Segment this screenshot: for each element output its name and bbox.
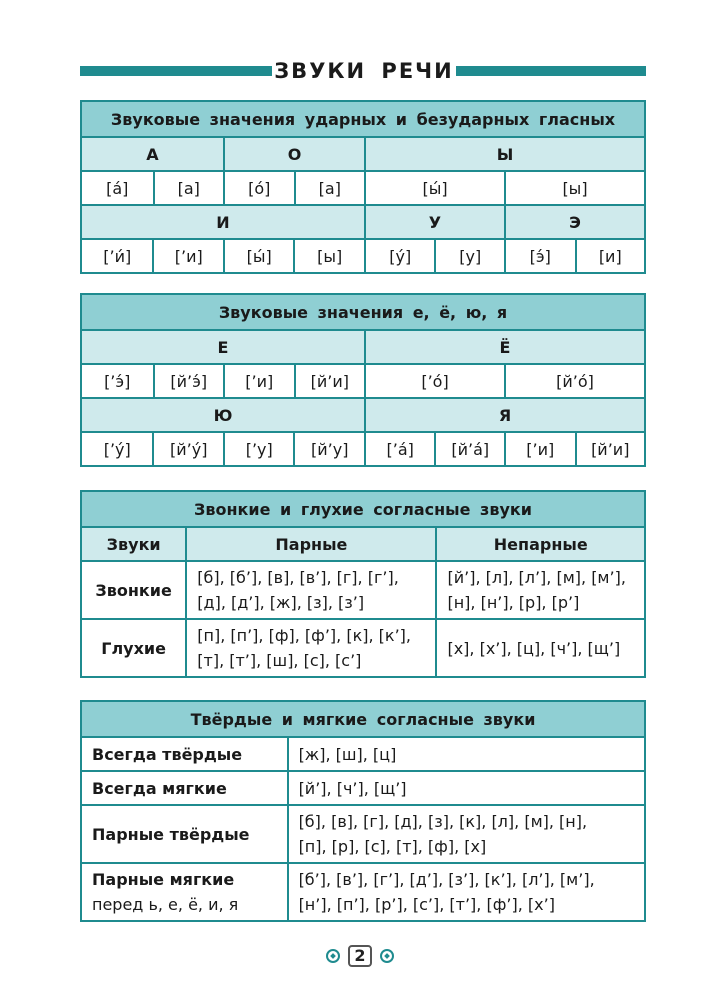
column-header: Парные [185, 528, 435, 560]
paired-sounds-cell [185, 562, 435, 618]
page-title-row [80, 54, 646, 88]
row-label: Глухие [101, 638, 166, 658]
sounds-line: [н], [н’], [р], [р’] [447, 593, 580, 612]
letter-cell: Ю [213, 405, 233, 425]
sound-cell: [ы] [504, 172, 644, 204]
row-label-line: Парные мягкие [92, 870, 235, 889]
sound-cell: [’а́] [364, 433, 435, 465]
letter-cell: Ы [364, 138, 644, 170]
sound-cell: [’э́] [104, 371, 131, 391]
sound-cell: [ы́] [364, 172, 504, 204]
page-number: 2 [348, 945, 372, 967]
column-header: Непарные [435, 528, 644, 560]
sounds-cell [287, 864, 644, 920]
sounds-line: [н’], [п’], [р’], [с’], [т’], [ф’], [х’] [298, 895, 555, 914]
table-header: Твёрдые и мягкие согласные звуки [190, 709, 536, 729]
page-title: ЗВУКИ РЕЧИ [274, 59, 454, 83]
sound-cell: [’у́] [103, 439, 131, 459]
sounds-line: [п], [п’], [ф], [ф’], [к], [к’], [197, 626, 411, 645]
sound-cell: [о́] [223, 172, 294, 204]
sound-cell: [а] [153, 172, 224, 204]
sounds-line: [т], [т’], [ш], [с], [с’] [197, 651, 362, 670]
sound-cell: [ы́] [223, 240, 294, 272]
column-header: Звуки [106, 534, 161, 554]
page-number-area [0, 944, 720, 968]
table-header: Звуковые значения е, ё, ю, я [218, 302, 508, 322]
row-label: Звонкие [95, 580, 172, 600]
vowels-stressed-table [80, 100, 646, 274]
sound-cell: [ы] [293, 240, 364, 272]
sounds-cell: [ж], [ш], [ц] [287, 738, 644, 770]
sounds-cell: [й’], [ч’], [щ’] [287, 772, 644, 804]
sounds-line: [б], [б’], [в], [в’], [г], [г’], [197, 568, 399, 587]
row-label: Всегда мягкие [92, 778, 227, 798]
sound-cell: [’и] [223, 365, 294, 397]
row-label: Всегда твёрдые [92, 744, 243, 764]
paired-sounds-cell [185, 620, 435, 676]
row-label [82, 864, 287, 920]
sound-cell: [й’а́] [434, 433, 504, 465]
sound-cell: [й’о́] [504, 365, 644, 397]
row-label: Парные твёрдые [92, 824, 250, 844]
sound-cell: [й’э́] [153, 365, 224, 397]
sounds-line: [й’], [л], [л’], [м], [м’], [447, 568, 626, 587]
sound-cell: [у] [434, 240, 504, 272]
table-header: Звуковые значения ударных и безударных гласных [110, 109, 616, 129]
sound-cell: [й’у́] [152, 433, 223, 465]
hard-soft-table [80, 700, 646, 922]
sound-cell: [’и́] [103, 246, 132, 266]
sound-cell: [а́] [106, 178, 129, 198]
sounds-line: [п], [р], [с], [т], [ф], [х] [298, 837, 487, 856]
letter-cell: И [216, 212, 230, 232]
iotated-vowels-table [80, 293, 646, 467]
letter-cell: Э [504, 206, 644, 238]
title-decoration-right [456, 66, 646, 76]
sound-cell: [й’и] [294, 365, 365, 397]
sound-cell: [у́] [364, 240, 435, 272]
letter-cell: Ё [364, 331, 644, 363]
letter-cell: А [146, 144, 159, 164]
sound-cell: [й’у] [293, 433, 364, 465]
letter-cell: Я [364, 399, 644, 431]
voiced-voiceless-table [80, 490, 646, 678]
sounds-line: [б’], [в’], [г’], [д’], [з’], [к’], [л’], [м’], [298, 870, 595, 889]
letter-cell: О [223, 138, 364, 170]
unpaired-sounds-cell [435, 620, 644, 676]
sound-cell: [а] [294, 172, 365, 204]
sound-cell: [и] [575, 240, 645, 272]
sounds-line: [х], [х’], [ц], [ч’], [щ’] [447, 638, 621, 658]
sound-cell: [’и] [504, 433, 575, 465]
sound-cell: [’и] [152, 240, 223, 272]
sound-cell: [’у] [223, 433, 294, 465]
sound-cell: [э́] [504, 240, 575, 272]
page-ornament-icon [326, 949, 340, 963]
page-ornament-icon [380, 949, 394, 963]
title-decoration-left [80, 66, 272, 76]
sound-cell: [’о́] [364, 365, 504, 397]
sound-cell: [й’и] [575, 433, 645, 465]
sounds-cell [287, 806, 644, 862]
table-header: Звонкие и глухие согласные звуки [194, 499, 532, 519]
sounds-line: [б], [в], [г], [д], [з], [к], [л], [м], [н], [298, 812, 588, 831]
row-label-line: перед ь, е, ё, и, я [92, 895, 239, 914]
unpaired-sounds-cell [435, 562, 644, 618]
letter-cell: У [364, 206, 504, 238]
sounds-line: [д], [д’], [ж], [з], [з’] [197, 593, 365, 612]
letter-cell: Е [217, 337, 229, 357]
